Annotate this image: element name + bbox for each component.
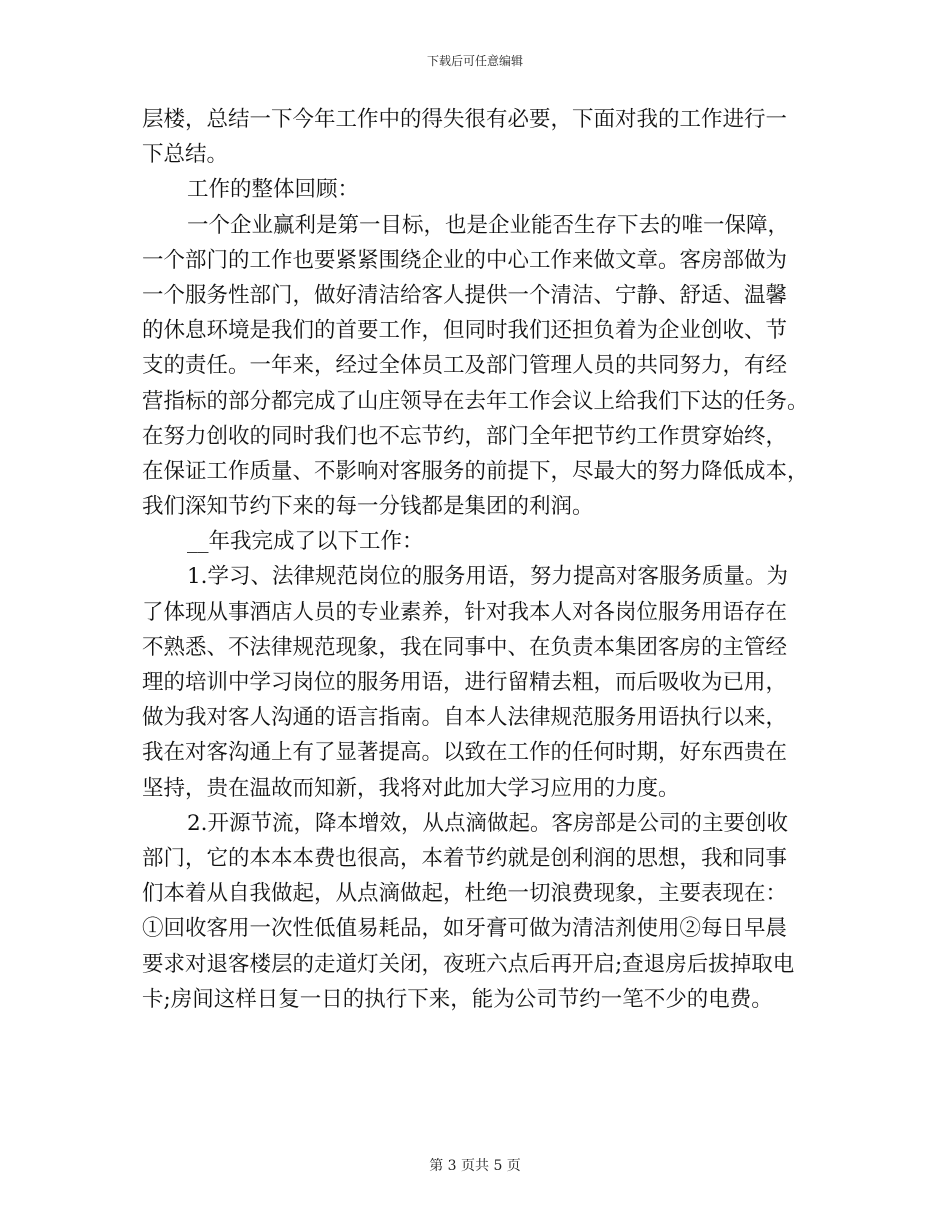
text-line: 理的培训中学习岗位的服务用语，进行留精去粗，而后吸收为已用， <box>142 670 788 695</box>
list-item-1: 1.学习、法律规范岗位的服务用语，努力提高对客服务质量。为 <box>187 564 789 590</box>
text-line: ①回收客用一次性低值易耗品，如牙膏可做为清洁剂使用②每日早晨 <box>142 916 788 942</box>
paragraph-start: 一个企业赢利是第一目标，也是企业能否生存下去的唯一保障， <box>187 212 790 238</box>
text-line: 支的责任。一年来，经过全体员工及部门管理人员的共同努力，有经 <box>142 353 788 379</box>
text-line: 卡;房间这样日复一日的执行下来，能为公司节约一笔不少的电费。 <box>142 986 773 1012</box>
text-line: 要求对退客楼层的走道灯关闭，夜班六点后再开启;查退房后拔掉取电 <box>142 951 795 977</box>
text-line: 不熟悉、不法律规范现象，我在同事中、在负责本集团客房的主管经 <box>142 634 788 660</box>
section-heading: __年我完成了以下工作： <box>187 529 424 555</box>
text-line: 了体现从事酒店人员的专业素养，针对我本人对各岗位服务用语存在 <box>142 599 788 625</box>
text-line: 在努力创收的同时我们也不忘节约，部门全年把节约工作贯穿始终， <box>142 423 788 449</box>
list-item-2: 2.开源节流，降本增效，从点滴做起。客房部是公司的主要创收 <box>187 810 789 836</box>
text-line: 层楼，总结一下今年工作中的得失很有必要，下面对我的工作进行一 <box>142 107 788 132</box>
text-line: 我们深知节约下来的每一分钱都是集团的利润。 <box>142 494 594 520</box>
text-line: 下总结。 <box>142 142 229 168</box>
text-line: 一个服务性部门，做好清洁给客人提供一个清洁、宁静、舒适、温馨 <box>142 282 788 308</box>
page-header: 下载后可任意编辑 <box>426 54 523 68</box>
text-line: 坚持，贵在温故而知新，我将对此加大学习应用的力度。 <box>142 775 680 801</box>
text-line: 一个部门的工作也要紧紧围绕企业的中心工作来做文章。客房部做为 <box>142 247 788 273</box>
text-line: 营指标的部分都完成了山庄领导在去年工作会议上给我们下达的任务。 <box>142 388 809 414</box>
page-footer: 第 3 页共 5 页 <box>429 1158 521 1174</box>
text-line: 部门，它的本本本费也很高，本着节约就是创利润的思想，我和同事 <box>142 845 788 871</box>
text-line: 的休息环境是我们的首要工作，但同时我们还担负着为企业创收、节 <box>142 318 788 344</box>
text-line: 做为我对客人沟通的语言指南。自本人法律规范服务用语执行以来， <box>142 705 788 731</box>
text-line: 在保证工作质量、不影响对客服务的前提下，尽最大的努力降低成本， <box>142 458 809 484</box>
document-body <box>142 102 810 1017</box>
section-heading: 工作的整体回顾： <box>187 177 360 203</box>
text-line: 我在对客沟通上有了显著提高。以致在工作的任何时期，好东西贵在 <box>142 740 788 766</box>
text-line: 们本着从自我做起，从点滴做起，杜绝一切浪费现象，主要表现在： <box>142 881 788 907</box>
